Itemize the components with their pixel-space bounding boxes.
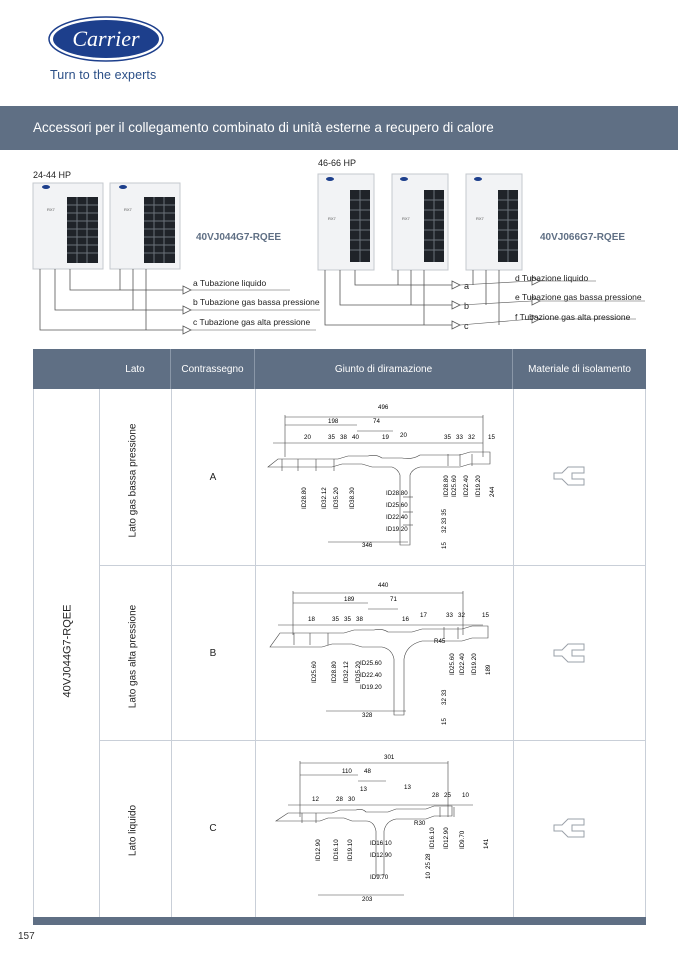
svg-text:328: 328: [362, 712, 373, 719]
side-label: Lato gas bassa pressione: [127, 423, 139, 538]
pipe-label-c: c Tubazione gas alta pressione: [193, 317, 311, 327]
svg-text:ID19.20: ID19.20: [386, 526, 408, 533]
header-giunto: Giunto di diramazione: [255, 349, 513, 389]
svg-text:15: 15: [441, 718, 448, 725]
svg-text:189: 189: [485, 664, 492, 675]
svg-text:ID22.40: ID22.40: [459, 653, 466, 675]
svg-text:48: 48: [364, 768, 371, 775]
svg-text:ID22.40: ID22.40: [360, 672, 382, 679]
svg-text:110: 110: [342, 768, 352, 775]
outdoor-unit: [466, 174, 522, 270]
svg-text:32: 32: [468, 434, 475, 441]
svg-text:ID28.80: ID28.80: [386, 490, 408, 497]
outdoor-unit: [110, 183, 180, 269]
svg-text:28: 28: [336, 796, 343, 803]
pipe-label-f: f Tubazione gas alta pressione: [515, 312, 631, 322]
svg-text:35: 35: [444, 434, 451, 441]
model-cell: [33, 389, 100, 917]
pipe-label-e: e Tubazione gas bassa pressione: [515, 292, 642, 302]
branch-drawing-a: [258, 397, 510, 559]
outdoor-unit: [318, 174, 374, 270]
svg-text:20: 20: [400, 432, 407, 439]
dim-overall: 496: [378, 404, 389, 411]
svg-text:ID12.90: ID12.90: [315, 839, 322, 861]
svg-text:19: 19: [382, 434, 389, 441]
svg-text:ID12.90: ID12.90: [443, 827, 450, 849]
svg-text:12: 12: [312, 796, 319, 803]
svg-text:203: 203: [362, 896, 373, 903]
accessories-table: [33, 349, 646, 925]
insulation-icon: [550, 463, 590, 489]
svg-text:35: 35: [344, 616, 351, 623]
svg-text:15: 15: [488, 434, 495, 441]
svg-text:ID25.60: ID25.60: [451, 475, 458, 497]
logo-text: Carrier: [72, 26, 140, 51]
svg-text:40: 40: [352, 434, 359, 441]
svg-text:32 33: 32 33: [441, 689, 448, 705]
svg-text:38: 38: [340, 434, 347, 441]
junction-b: b: [464, 301, 470, 311]
svg-text:141: 141: [483, 838, 490, 849]
svg-text:ID19.10: ID19.10: [347, 839, 354, 861]
svg-text:20: 20: [304, 434, 311, 441]
side-label: Lato liquido: [127, 804, 139, 857]
page-number: 157: [18, 931, 35, 942]
svg-text:R30: R30: [414, 820, 426, 827]
dim-d2: 74: [373, 418, 380, 425]
right-model-label: 40VJ066G7-RQEE: [540, 232, 626, 243]
mark-label: A: [209, 472, 217, 483]
svg-text:ID22.40: ID22.40: [386, 514, 408, 521]
svg-text:15: 15: [482, 612, 489, 619]
banner-title: Accessori per il collegamento combinato di unità esterne a recupero di calore: [33, 120, 494, 135]
svg-text:ID28.80: ID28.80: [443, 475, 450, 497]
svg-text:13: 13: [404, 784, 411, 791]
branch-drawing-b: [258, 575, 510, 735]
svg-text:ID32.12: ID32.12: [343, 661, 350, 683]
pipe-label-d: d Tubazione liquido: [515, 273, 589, 283]
mark-label: C: [209, 823, 217, 834]
svg-text:ID19.20: ID19.20: [360, 684, 382, 691]
svg-text:ID19.20: ID19.20: [475, 475, 482, 497]
svg-text:71: 71: [390, 596, 397, 603]
svg-text:189: 189: [344, 596, 355, 603]
svg-text:17: 17: [420, 612, 427, 619]
svg-text:ID22.40: ID22.40: [463, 475, 470, 497]
header-lato: Lato: [100, 349, 171, 389]
svg-text:28: 28: [432, 792, 439, 799]
right-range-label: 46-66 HP: [318, 158, 357, 168]
svg-text:ID16.10: ID16.10: [370, 840, 392, 847]
dim-bottom: 346: [362, 542, 373, 549]
svg-text:RX7: RX7: [124, 207, 132, 212]
svg-text:32: 32: [458, 612, 465, 619]
junction-a: a: [464, 281, 470, 291]
header-contrassegno: Contrassegno: [171, 349, 255, 389]
svg-text:ID35.20: ID35.20: [333, 487, 340, 509]
svg-text:30: 30: [348, 796, 355, 803]
svg-text:ID25.60: ID25.60: [311, 661, 318, 683]
model-label: 40VJ044G7-RQEE: [61, 604, 74, 698]
svg-text:16: 16: [402, 616, 409, 623]
svg-text:ID12.90: ID12.90: [370, 852, 392, 859]
svg-text:35: 35: [328, 434, 335, 441]
svg-text:18: 18: [308, 616, 315, 623]
insulation-icon: [550, 815, 590, 841]
junction-c: c: [464, 321, 469, 331]
table-header: [33, 349, 646, 389]
svg-text:10: 10: [425, 872, 432, 879]
svg-text:ID28.80: ID28.80: [301, 487, 308, 509]
side-label: Lato gas alta pressione: [127, 604, 139, 709]
insulation-icon: [550, 640, 590, 666]
svg-text:35: 35: [332, 616, 339, 623]
svg-text:ID25.60: ID25.60: [449, 653, 456, 675]
tagline: Turn to the experts: [50, 68, 157, 82]
header-materiale: Materiale di isolamento: [528, 363, 631, 375]
pipe-label-a: a Tubazione liquido: [193, 278, 267, 288]
mark-label: B: [209, 648, 217, 659]
svg-text:ID16.10: ID16.10: [429, 827, 436, 849]
svg-text:13: 13: [360, 786, 367, 793]
section-banner: [0, 106, 678, 150]
svg-text:10: 10: [462, 792, 469, 799]
branch-drawing-c: [258, 749, 510, 911]
svg-text:ID25.60: ID25.60: [386, 502, 408, 509]
svg-text:ID35.20: ID35.20: [355, 661, 362, 683]
svg-text:32 33 35: 32 33 35: [441, 508, 448, 533]
svg-text:440: 440: [378, 582, 389, 589]
connection-diagram: [0, 150, 678, 345]
svg-text:25: 25: [444, 792, 451, 799]
svg-text:ID16.10: ID16.10: [333, 839, 340, 861]
table-footer-bar: [33, 917, 646, 925]
svg-text:301: 301: [384, 754, 395, 761]
svg-text:RX7: RX7: [476, 216, 484, 221]
svg-text:33: 33: [456, 434, 463, 441]
pipe-label-b: b Tubazione gas bassa pressione: [193, 297, 320, 307]
carrier-logo: [48, 16, 164, 62]
left-model-label: 40VJ044G7-RQEE: [196, 232, 282, 243]
svg-text:25 28: 25 28: [425, 853, 432, 869]
left-range-label: 24-44 HP: [33, 170, 72, 180]
svg-text:ID38.30: ID38.30: [349, 487, 356, 509]
svg-text:ID28.80: ID28.80: [331, 661, 338, 683]
svg-text:244: 244: [489, 486, 496, 497]
svg-text:ID9.70: ID9.70: [370, 874, 389, 881]
svg-text:RX7: RX7: [328, 216, 336, 221]
svg-text:ID32.12: ID32.12: [321, 487, 328, 509]
svg-text:15: 15: [441, 542, 448, 549]
unit-badge: RX7: [47, 207, 55, 212]
outdoor-unit: [33, 183, 103, 269]
svg-text:ID25.60: ID25.60: [360, 660, 382, 667]
svg-text:ID19.20: ID19.20: [471, 653, 478, 675]
svg-text:R45: R45: [434, 638, 446, 645]
outdoor-unit: [392, 174, 448, 270]
svg-text:38: 38: [356, 616, 363, 623]
svg-text:33: 33: [446, 612, 453, 619]
dim-d1: 198: [328, 418, 339, 425]
svg-text:RX7: RX7: [402, 216, 410, 221]
svg-text:ID9.70: ID9.70: [459, 830, 466, 849]
